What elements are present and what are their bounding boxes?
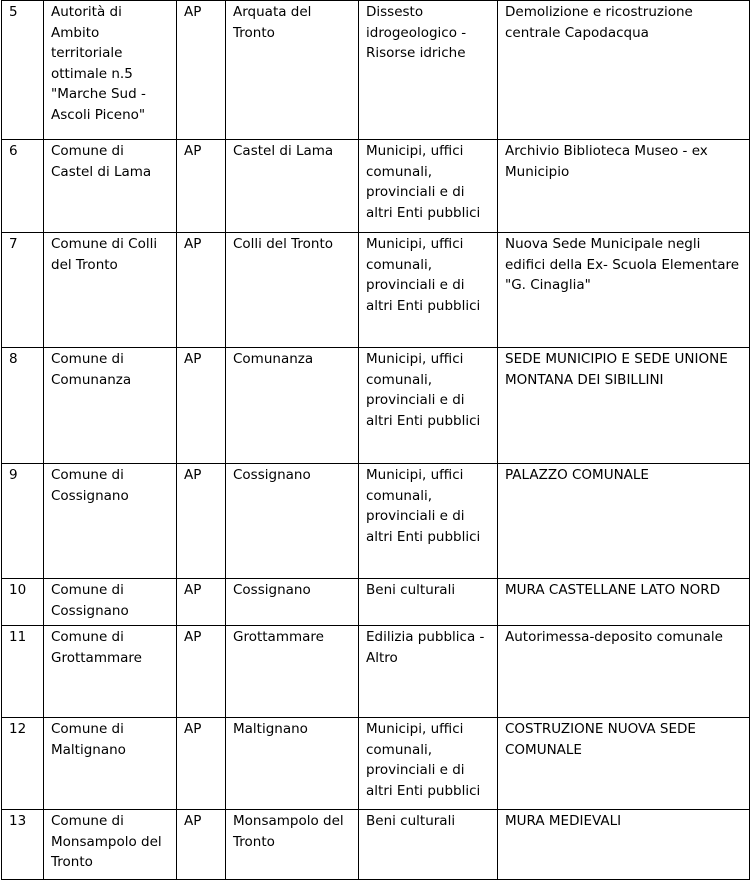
category-cell: Municipi, uffici comunali, provinciali e di altri Enti pubblici bbox=[359, 140, 498, 233]
row-number: 9 bbox=[2, 464, 44, 579]
category-cell: Edilizia pubblica - Altro bbox=[359, 626, 498, 718]
intervention-cell: COSTRUZIONE NUOVA SEDE COMUNALE bbox=[498, 718, 750, 810]
intervention-cell: Archivio Biblioteca Museo - ex Municipio bbox=[498, 140, 750, 233]
intervention-cell: Demolizione e ricostruzione centrale Capodacqua bbox=[498, 1, 750, 140]
intervention-cell: MURA MEDIEVALI bbox=[498, 810, 750, 880]
category-cell: Beni culturali bbox=[359, 579, 498, 626]
intervention-cell: Autorimessa-deposito comunale bbox=[498, 626, 750, 718]
table-row bbox=[2, 348, 750, 464]
ente-cell: Comune di Comunanza bbox=[44, 348, 177, 464]
comune-cell: Grottammare bbox=[226, 626, 359, 718]
comune-cell: Cossignano bbox=[226, 579, 359, 626]
row-number: 11 bbox=[2, 626, 44, 718]
ente-cell: Comune di Castel di Lama bbox=[44, 140, 177, 233]
row-number: 8 bbox=[2, 348, 44, 464]
ente-cell: Autorità di Ambito territoriale ottimale n.5 "Marche Sud - Ascoli Piceno" bbox=[44, 1, 177, 140]
intervention-cell: Nuova Sede Municipale negli edifici della Ex- Scuola Elementare "G. Cinaglia" bbox=[498, 233, 750, 348]
row-number: 13 bbox=[2, 810, 44, 880]
province-cell: AP bbox=[177, 1, 226, 140]
ente-cell: Comune di Cossignano bbox=[44, 579, 177, 626]
table-body bbox=[2, 1, 750, 880]
comune-cell: Monsampolo del Tronto bbox=[226, 810, 359, 880]
interventions-table bbox=[1, 0, 750, 880]
category-cell: Municipi, uffici comunali, provinciali e di altri Enti pubblici bbox=[359, 718, 498, 810]
table-row bbox=[2, 810, 750, 880]
ente-cell: Comune di Cossignano bbox=[44, 464, 177, 579]
comune-cell: Maltignano bbox=[226, 718, 359, 810]
table-row bbox=[2, 140, 750, 233]
province-cell: AP bbox=[177, 718, 226, 810]
comune-cell: Comunanza bbox=[226, 348, 359, 464]
ente-cell: Comune di Colli del Tronto bbox=[44, 233, 177, 348]
table-row bbox=[2, 464, 750, 579]
category-cell: Dissesto idrogeologico - Risorse idriche bbox=[359, 1, 498, 140]
province-cell: AP bbox=[177, 348, 226, 464]
category-cell: Municipi, uffici comunali, provinciali e di altri Enti pubblici bbox=[359, 233, 498, 348]
intervention-cell: SEDE MUNICIPIO E SEDE UNIONE MONTANA DEI SIBILLINI bbox=[498, 348, 750, 464]
row-number: 6 bbox=[2, 140, 44, 233]
row-number: 10 bbox=[2, 579, 44, 626]
province-cell: AP bbox=[177, 233, 226, 348]
ente-cell: Comune di Grottammare bbox=[44, 626, 177, 718]
province-cell: AP bbox=[177, 140, 226, 233]
row-number: 5 bbox=[2, 1, 44, 140]
comune-cell: Castel di Lama bbox=[226, 140, 359, 233]
province-cell: AP bbox=[177, 810, 226, 880]
table-row bbox=[2, 626, 750, 718]
category-cell: Beni culturali bbox=[359, 810, 498, 880]
ente-cell: Comune di Monsampolo del Tronto bbox=[44, 810, 177, 880]
comune-cell: Colli del Tronto bbox=[226, 233, 359, 348]
table-row bbox=[2, 579, 750, 626]
ente-cell: Comune di Maltignano bbox=[44, 718, 177, 810]
table-row bbox=[2, 233, 750, 348]
row-number: 12 bbox=[2, 718, 44, 810]
category-cell: Municipi, uffici comunali, provinciali e di altri Enti pubblici bbox=[359, 464, 498, 579]
province-cell: AP bbox=[177, 464, 226, 579]
comune-cell: Cossignano bbox=[226, 464, 359, 579]
province-cell: AP bbox=[177, 626, 226, 718]
province-cell: AP bbox=[177, 579, 226, 626]
category-cell: Municipi, uffici comunali, provinciali e di altri Enti pubblici bbox=[359, 348, 498, 464]
table-row bbox=[2, 718, 750, 810]
intervention-cell: MURA CASTELLANE LATO NORD bbox=[498, 579, 750, 626]
table-row bbox=[2, 1, 750, 140]
intervention-cell: PALAZZO COMUNALE bbox=[498, 464, 750, 579]
comune-cell: Arquata del Tronto bbox=[226, 1, 359, 140]
row-number: 7 bbox=[2, 233, 44, 348]
